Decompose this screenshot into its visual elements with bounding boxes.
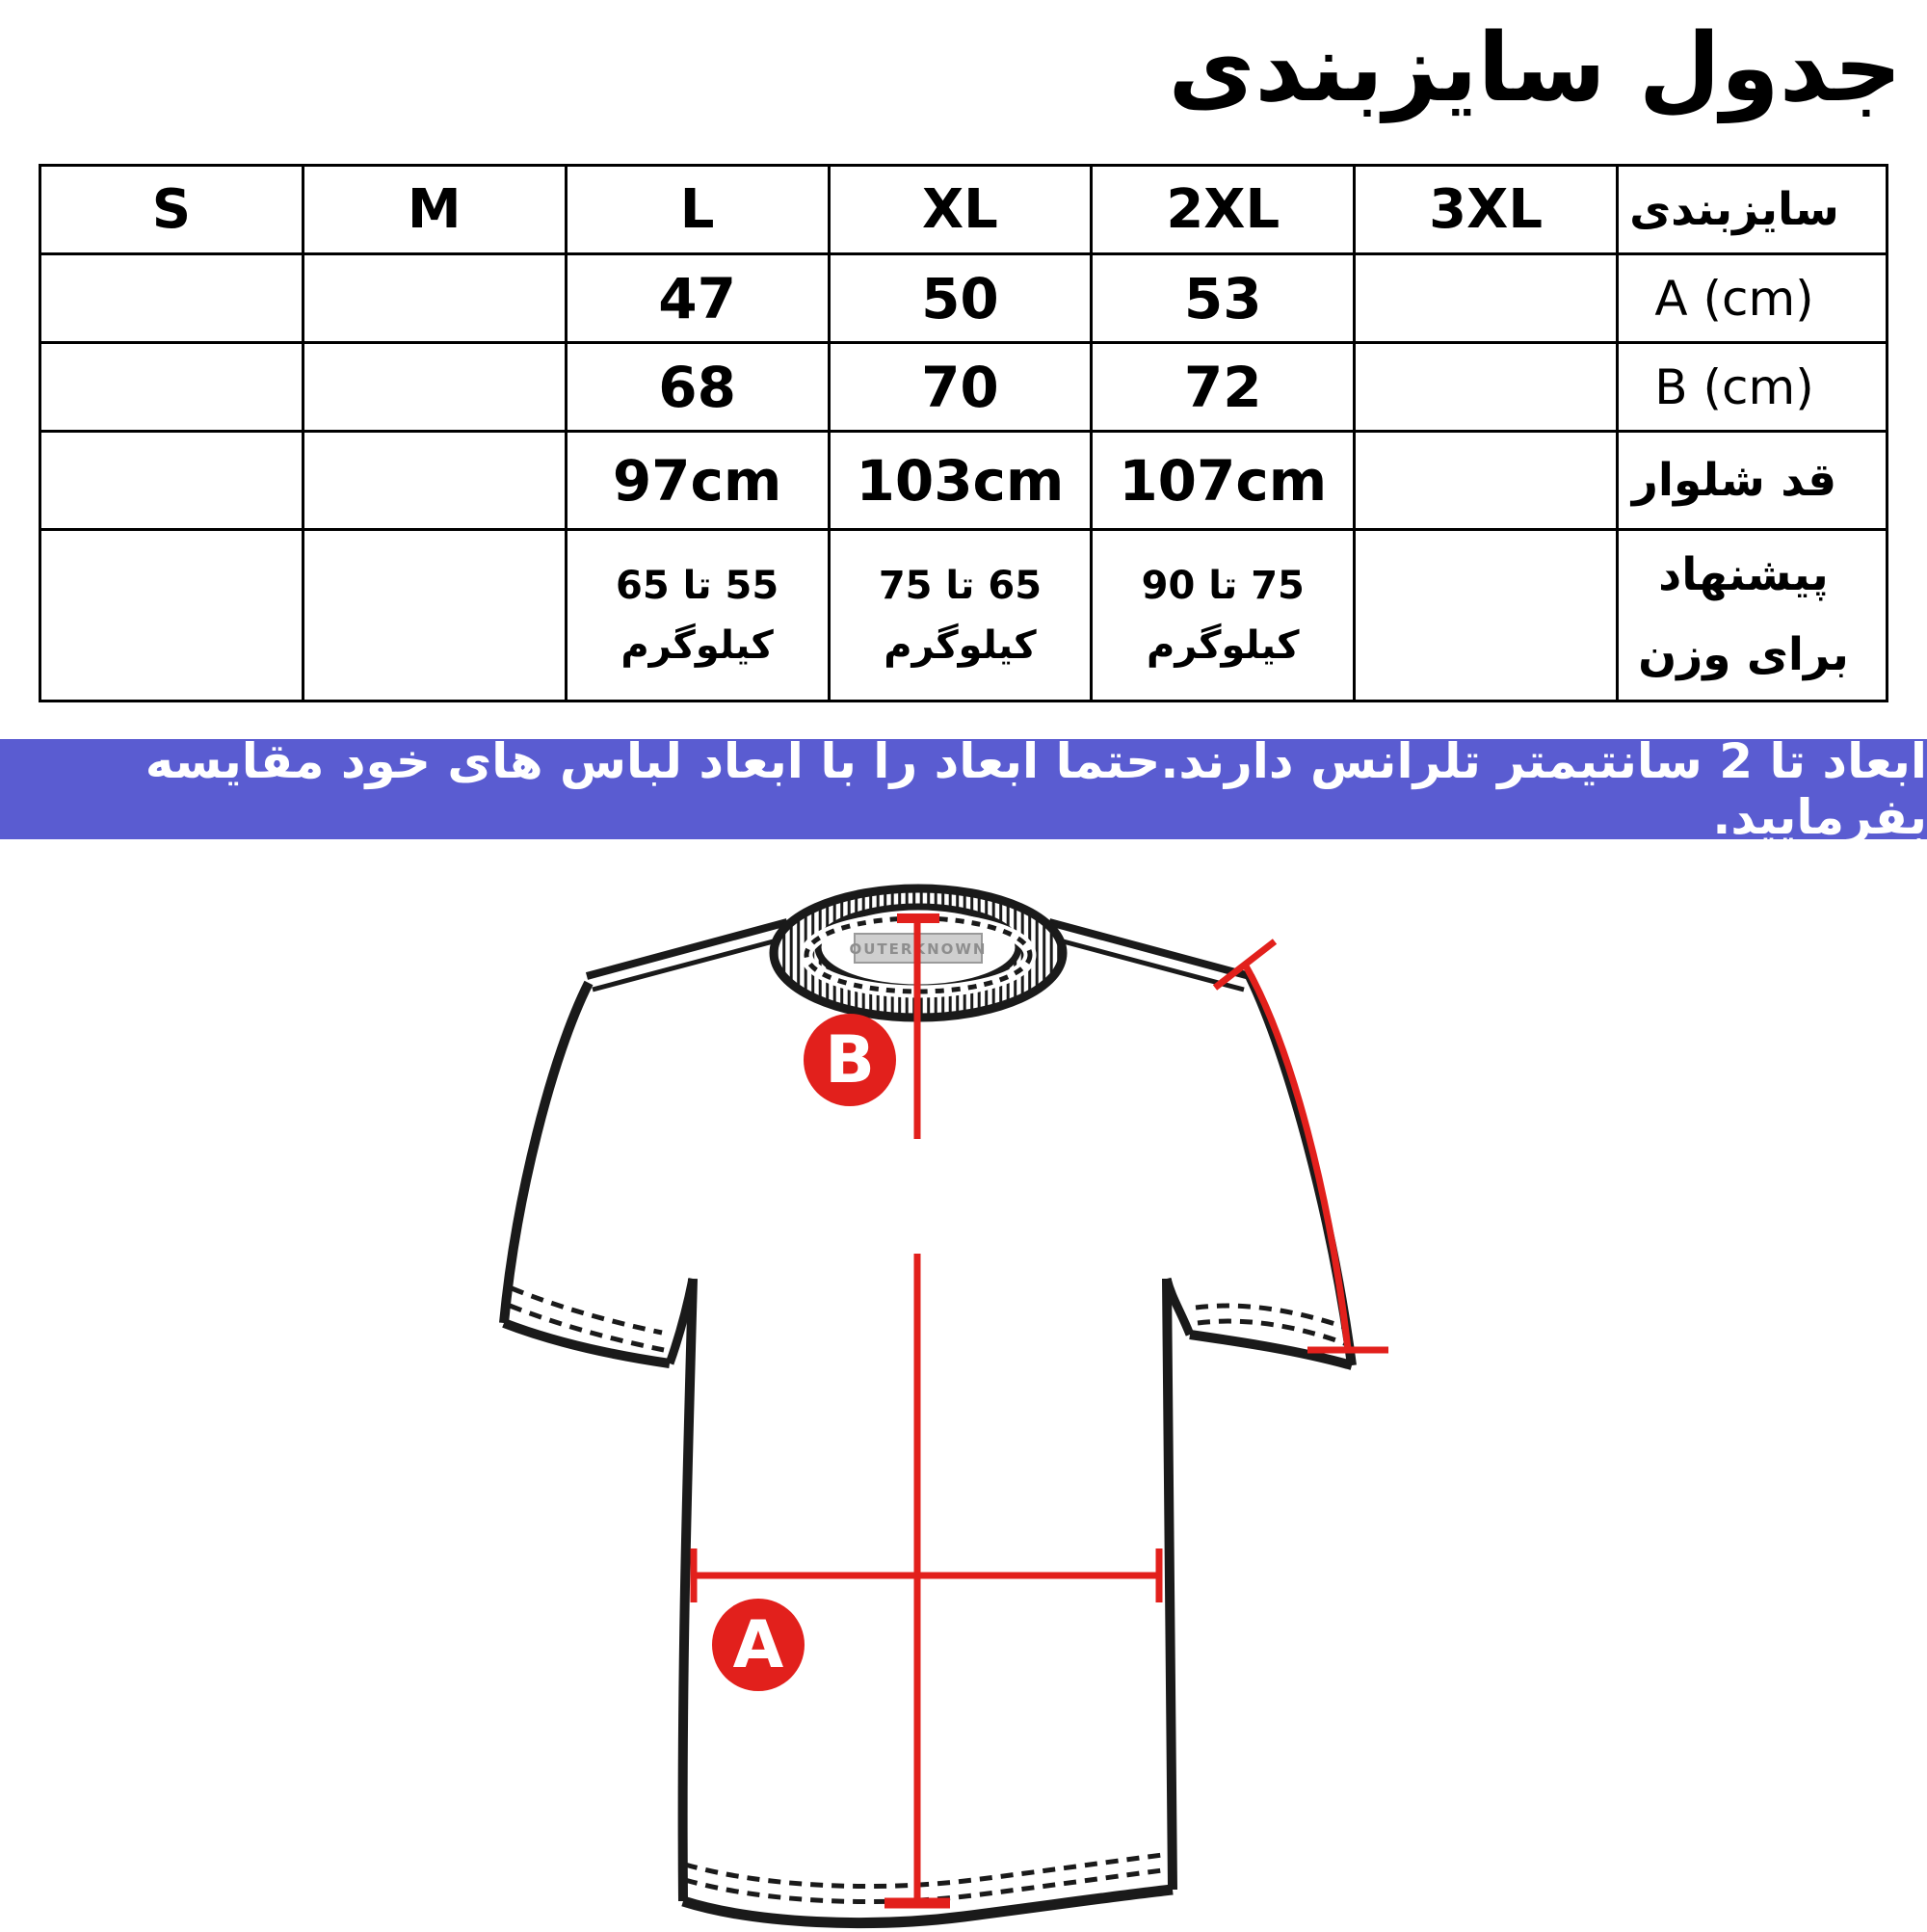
row-label-b-cm: B (cm) [1618, 343, 1887, 432]
tolerance-notice-banner [0, 733, 1927, 845]
table-row-a [40, 254, 1887, 343]
measure-b-label: B [825, 1022, 875, 1098]
cell-w-m [303, 530, 566, 701]
measure-b-badge [804, 1014, 896, 1106]
cell-b-s [40, 343, 304, 432]
header-xl: XL [829, 166, 1092, 254]
header-l: L [566, 166, 829, 254]
header-3xl: 3XL [1355, 166, 1618, 254]
cell-b-3xl [1355, 343, 1618, 432]
table-row-pants-length [40, 432, 1887, 530]
cell-p-3xl [1355, 432, 1618, 530]
table-row-b [40, 343, 1887, 432]
cell-w-xl: 65 تا 75 کیلوگرم [829, 530, 1092, 701]
cell-w-3xl [1355, 530, 1618, 701]
tshirt-diagram [419, 862, 1440, 1932]
measure-a-label: A [732, 1607, 784, 1683]
row-label-a-cm: A (cm) [1618, 254, 1887, 343]
cell-p-m [303, 432, 566, 530]
row-label-pants-length: قد شلوار [1618, 432, 1887, 530]
header-m: M [303, 166, 566, 254]
cell-b-l: 68 [566, 343, 829, 432]
row-label-weight: پیشنهاد برای وزن [1618, 530, 1887, 701]
cell-w-2xl: 75 تا 90 کیلوگرم [1092, 530, 1355, 701]
collar-brand-tag-text: OUTERKNOWN [849, 940, 988, 958]
cell-b-m [303, 343, 566, 432]
cell-w-l: 55 تا 65 کیلوگرم [566, 530, 829, 701]
cell-p-2xl: 107cm [1092, 432, 1355, 530]
cell-b-2xl: 72 [1092, 343, 1355, 432]
cell-a-xl: 50 [829, 254, 1092, 343]
tolerance-notice-text: ابعاد تا 2 سانتیمتر تلرانس دارند.حتما ابعاد را با ابعاد لباس های خود مقایسه بفرمایید. [145, 733, 1927, 845]
cell-a-l: 47 [566, 254, 829, 343]
cell-a-s [40, 254, 304, 343]
measure-a-badge [712, 1599, 805, 1691]
table-row-weight [40, 530, 1887, 701]
header-2xl: 2XL [1092, 166, 1355, 254]
header-size-label: سایزبندی [1618, 166, 1887, 254]
cell-a-m [303, 254, 566, 343]
header-s: S [40, 166, 304, 254]
shirt-body [683, 1017, 1173, 1923]
size-table-header-row [40, 166, 1887, 254]
cell-p-s [40, 432, 304, 530]
cell-p-xl: 103cm [829, 432, 1092, 530]
cell-w-s [40, 530, 304, 701]
cell-p-l: 97cm [566, 432, 829, 530]
size-table [39, 164, 1888, 702]
cell-a-3xl [1355, 254, 1618, 343]
cell-b-xl: 70 [829, 343, 1092, 432]
cell-a-2xl: 53 [1092, 254, 1355, 343]
page-title: جدول سایزبندی [1168, 13, 1902, 123]
sleeve-measure-tick [1215, 941, 1275, 988]
